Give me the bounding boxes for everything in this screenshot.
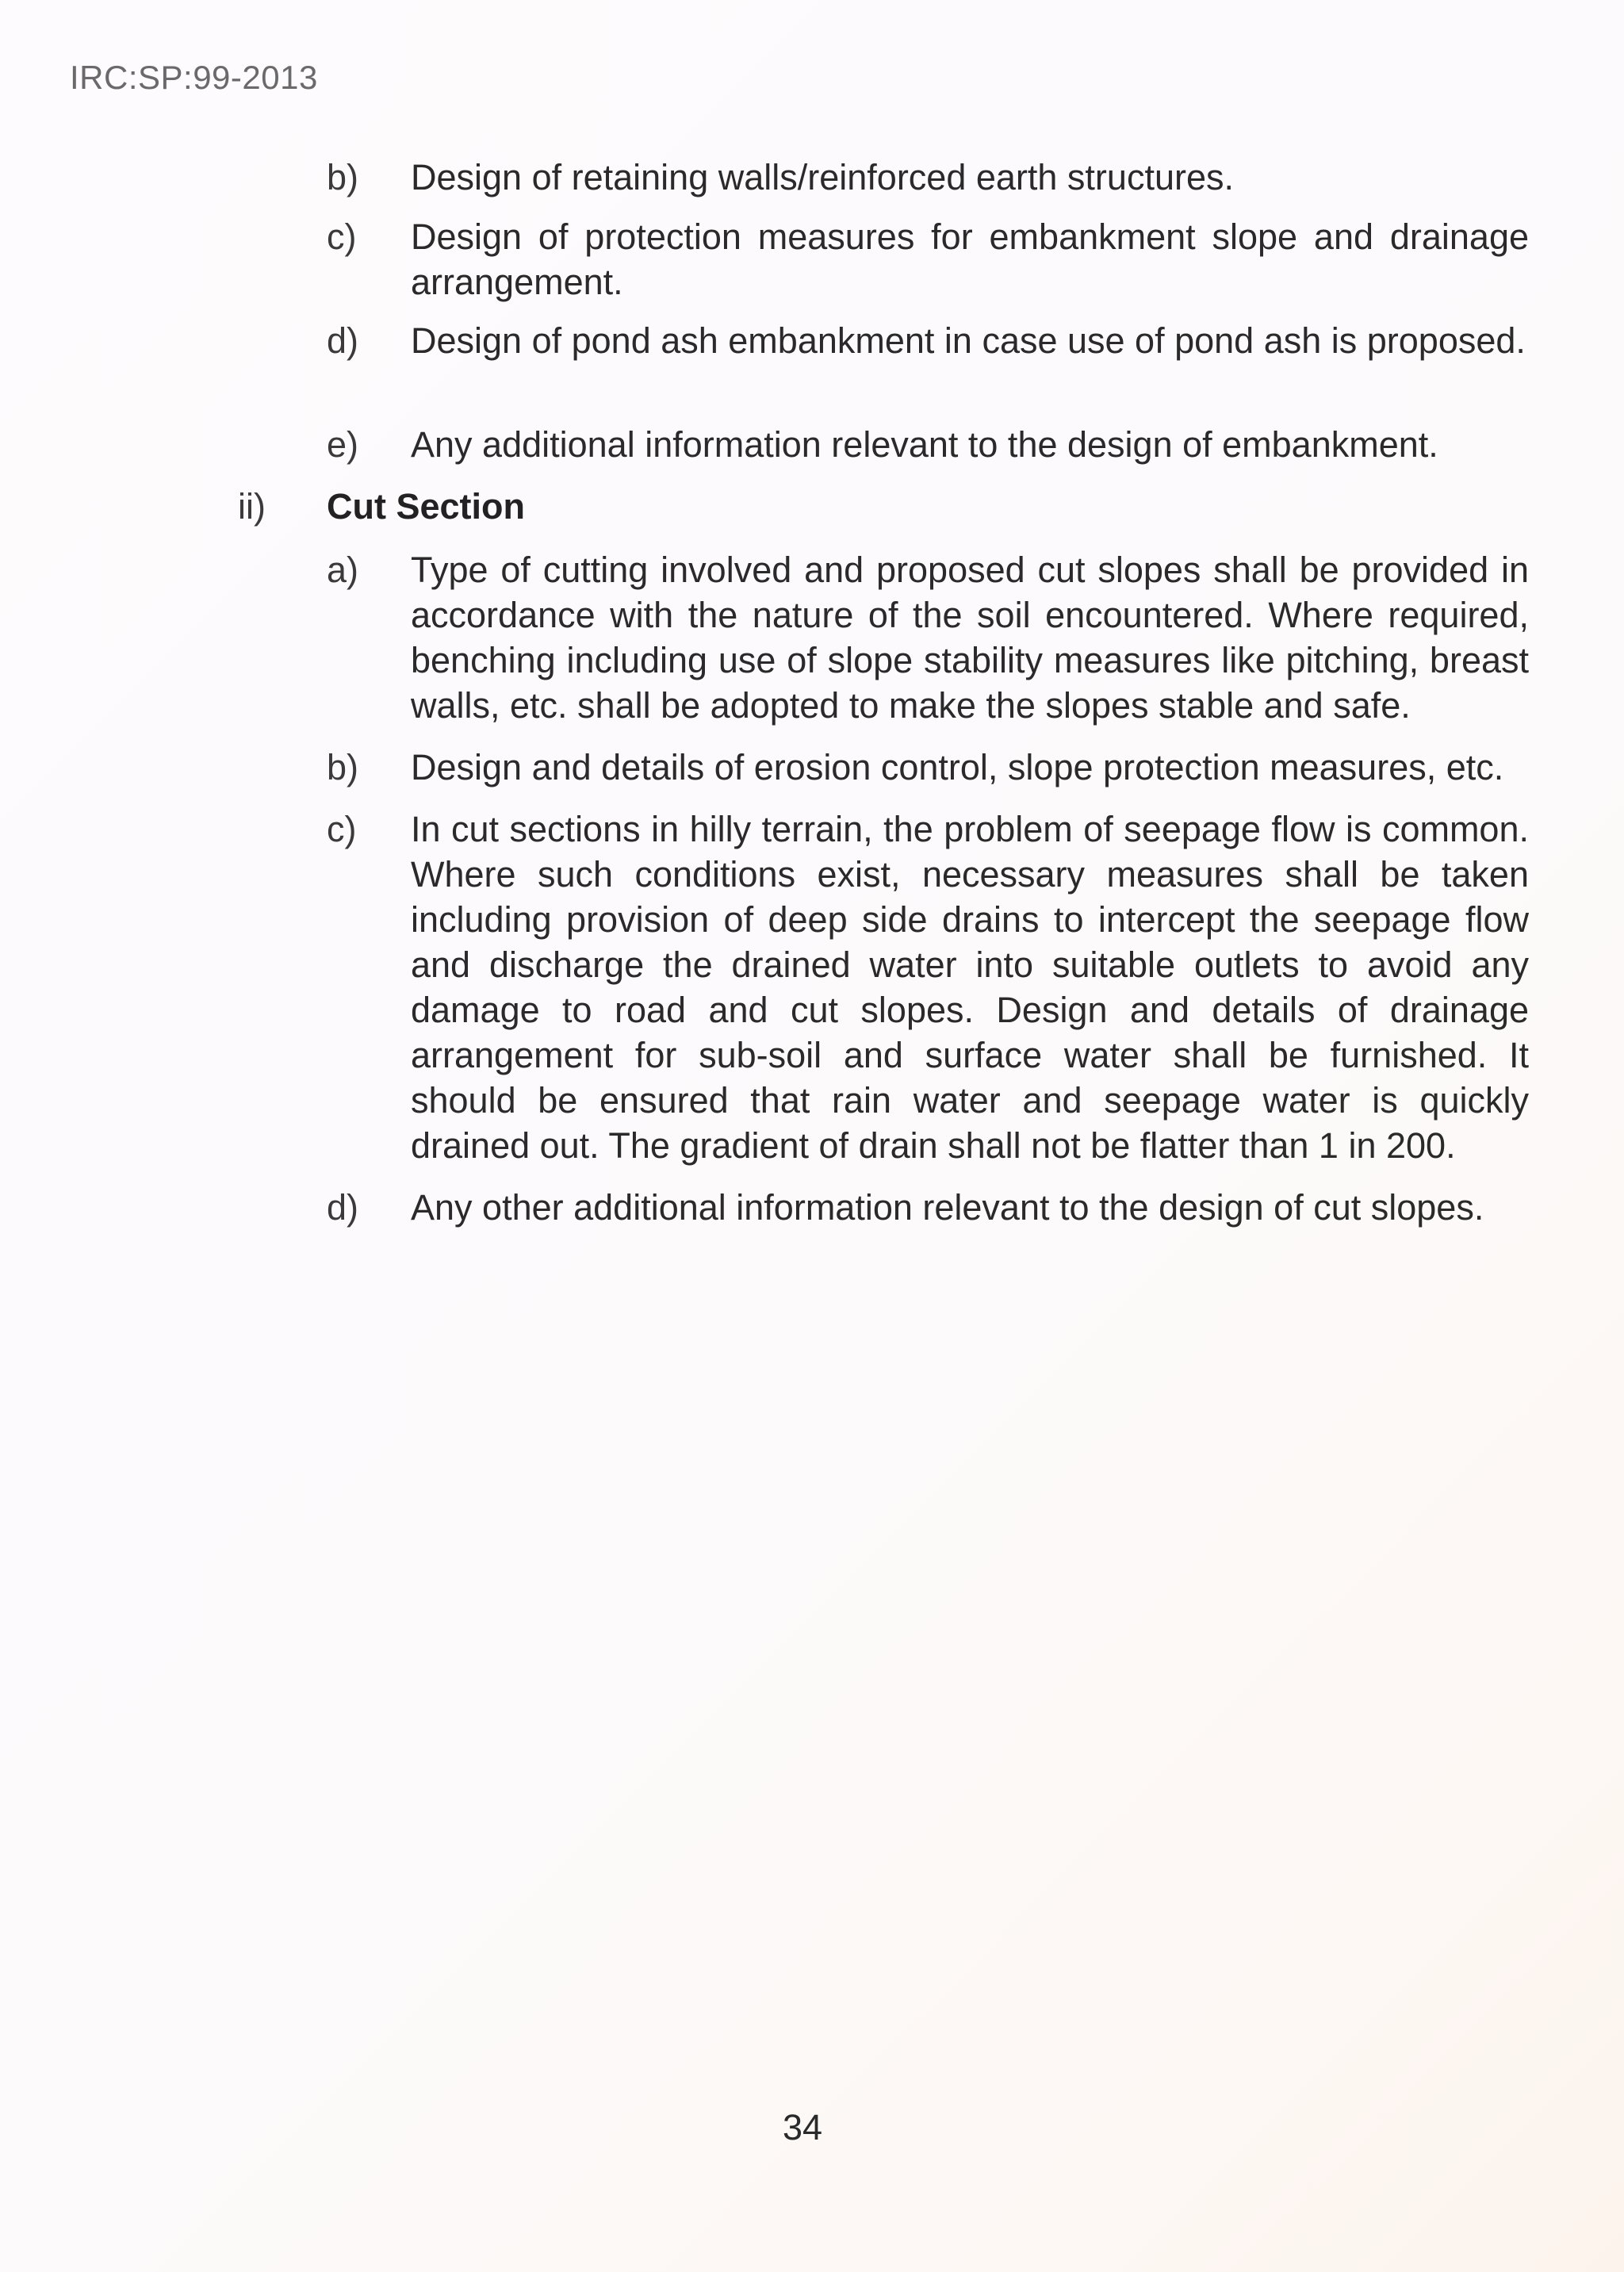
list-item-text: Design of protection measures for embankment slope and drainage arrangement. xyxy=(411,216,1529,302)
list-item-marker: c) xyxy=(327,216,357,257)
section-marker: ii) xyxy=(238,486,266,527)
list-item-marker: b) xyxy=(327,747,359,787)
section-title: Cut Section xyxy=(327,486,526,527)
list-item-marker: a) xyxy=(327,550,359,590)
list-item-marker: e) xyxy=(327,424,359,465)
list-item-text: Design of pond ash embankment in case use of pond ash is proposed. xyxy=(411,320,1526,361)
list-item-marker: c) xyxy=(327,809,357,849)
list-item-marker: d) xyxy=(327,320,359,361)
list-item-text: Design of retaining walls/reinforced earth structures. xyxy=(411,157,1234,197)
list-item-text: Any other additional information relevant to the design of cut slopes. xyxy=(411,1187,1484,1228)
document-code-header: IRC:SP:99-2013 xyxy=(70,59,318,96)
list-item-text: Type of cutting involved and proposed cut slopes shall be provided in accordance with the nature of the soil encountered. Where required, benching including use of slope stability measures like pitching, breast walls, etc. shall be adopted to make the slopes stable and safe. xyxy=(411,550,1529,726)
list-item-marker: b) xyxy=(327,157,359,197)
list-item-marker: d) xyxy=(327,1187,359,1228)
list-item-text: Any additional information relevant to the design of embankment. xyxy=(411,424,1438,465)
list-item-text: In cut sections in hilly terrain, the problem of seepage flow is common. Where such conditions exist, necessary measures shall be taken including provision of deep side drains to intercept the seepage flow and discharge the drained water into suitable outlets to avoid any damage to road and cut slopes. Design and details of drainage arrangement for sub-soil and surface water shall be furnished. It should be ensured that rain water and seepage water is quickly drained out. The gradient of drain shall not be flatter than 1 in 200. xyxy=(411,809,1529,1166)
page-number: 34 xyxy=(782,2107,823,2147)
list-item-text: Design and details of erosion control, slope protection measures, etc. xyxy=(411,747,1504,787)
